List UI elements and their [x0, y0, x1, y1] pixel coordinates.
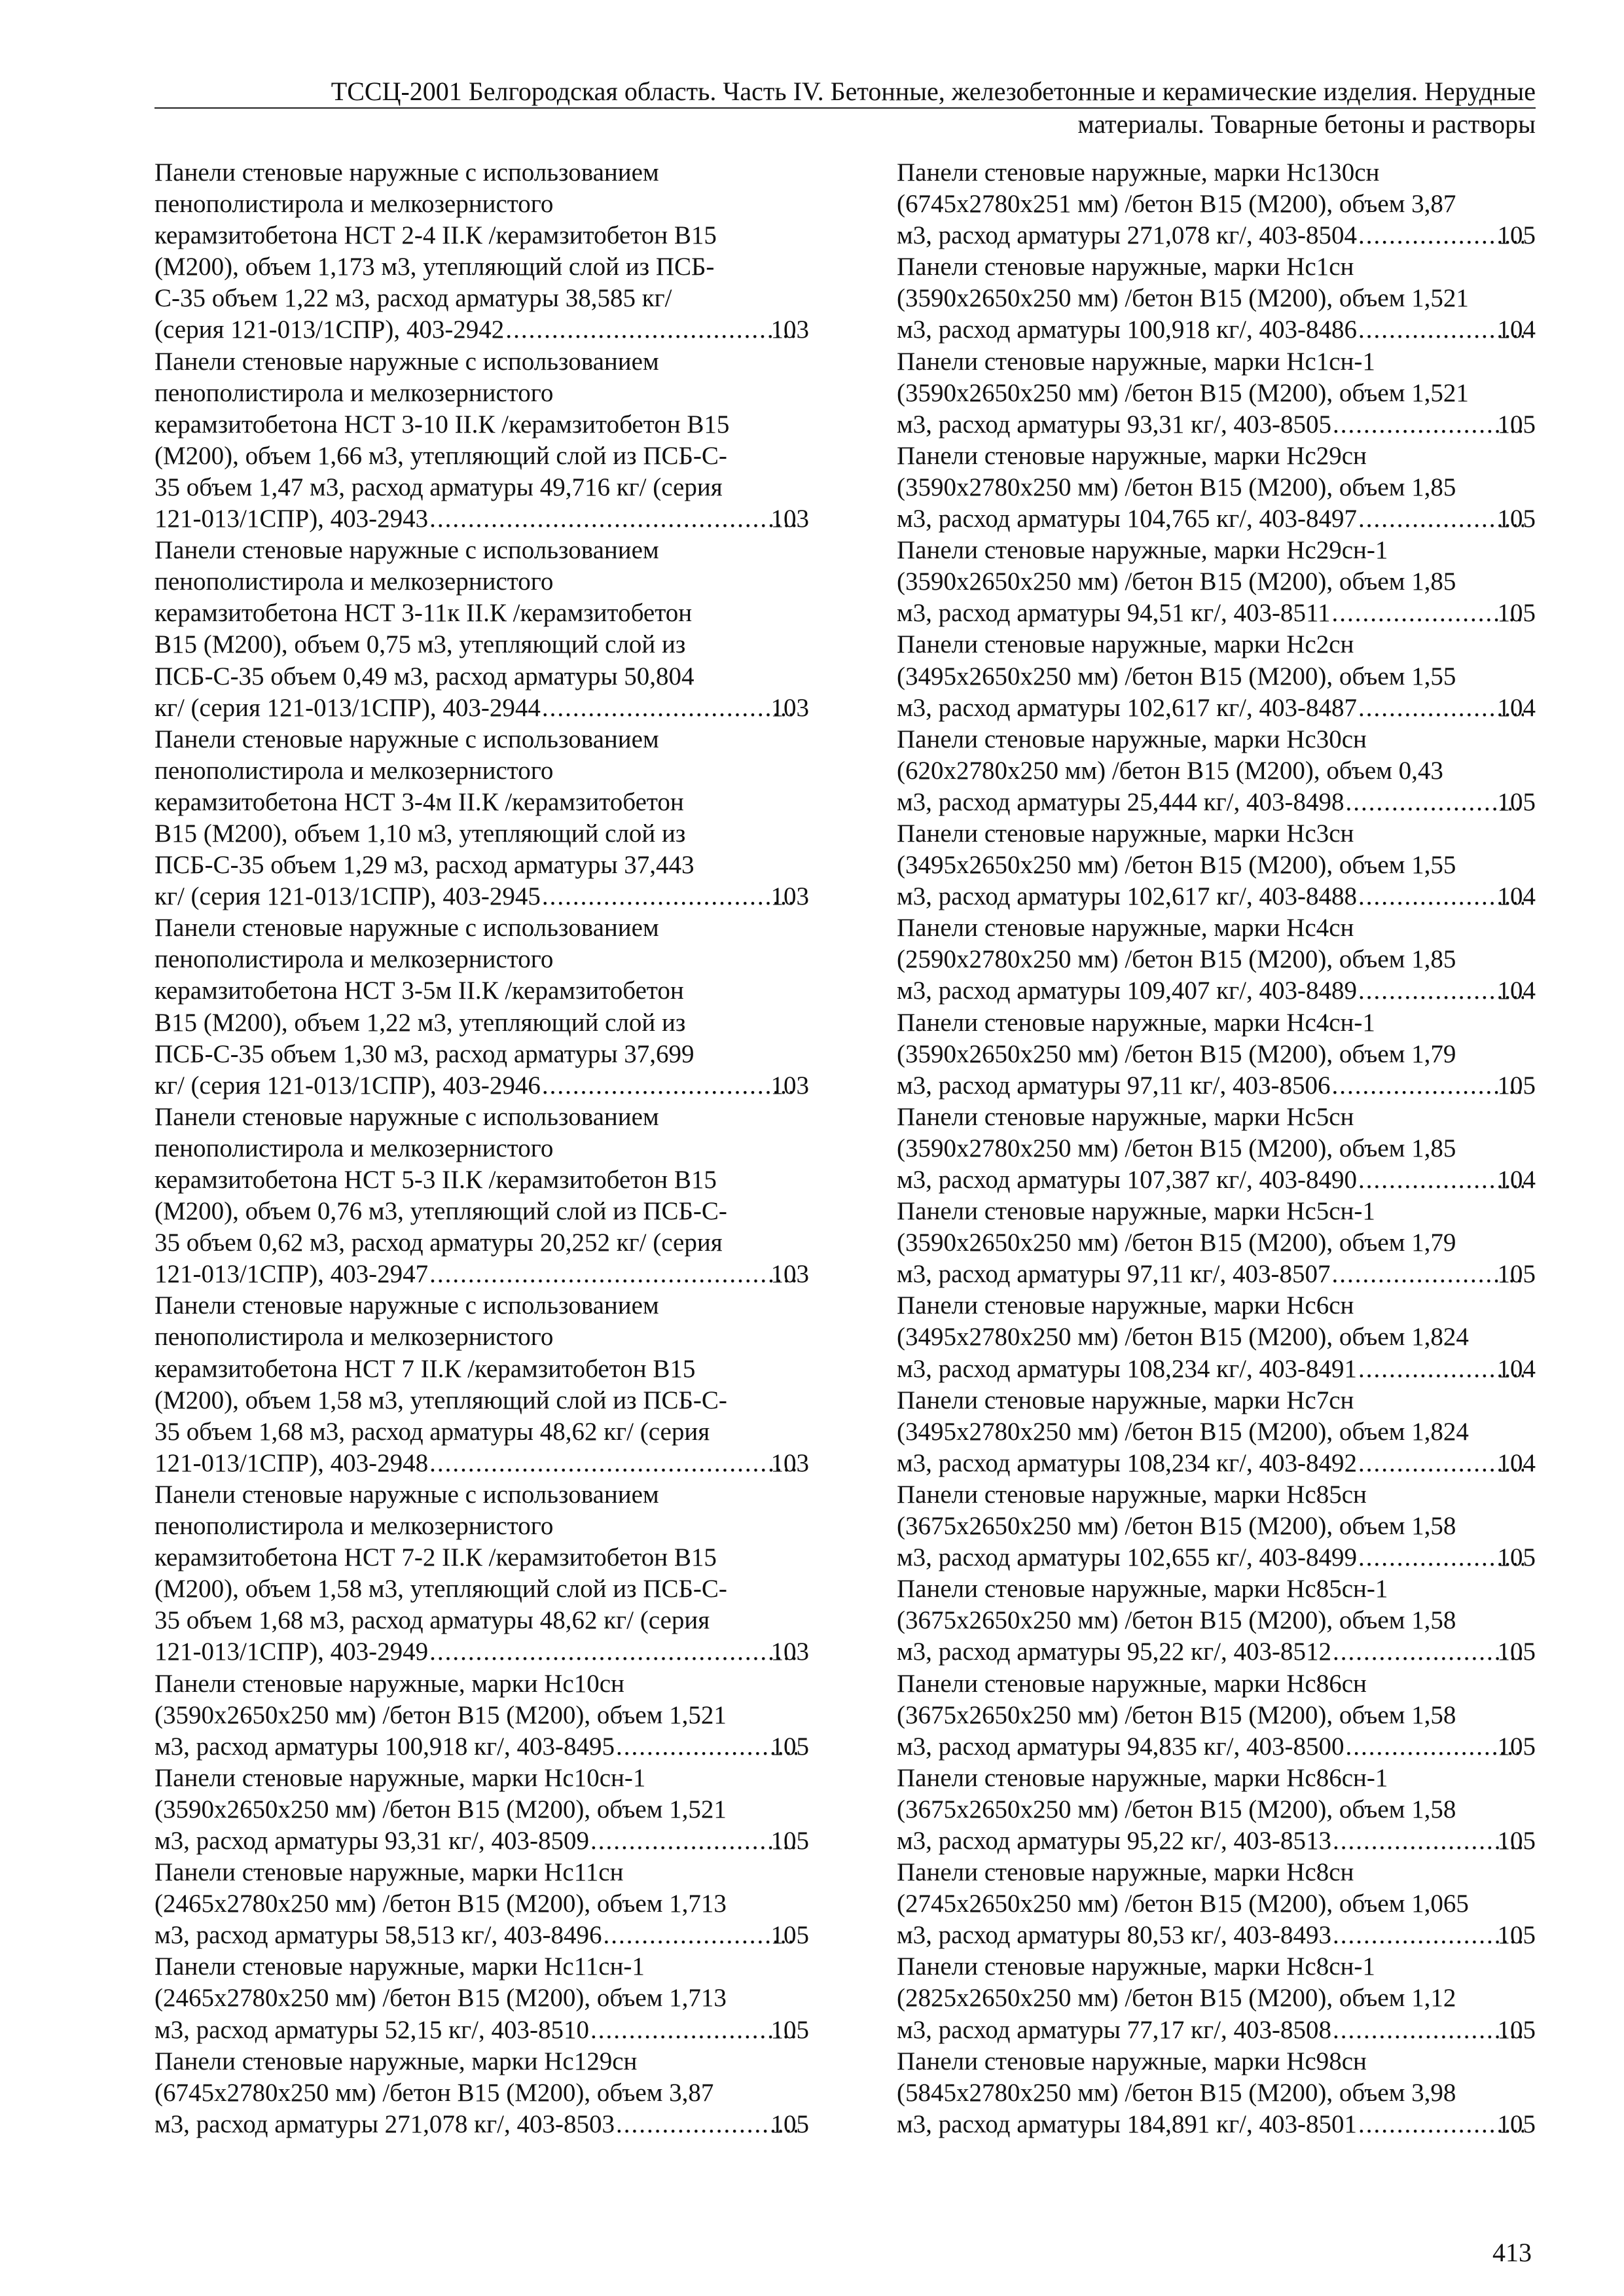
index-entry-line: пенополистирола и мелкозернистого — [154, 1323, 554, 1352]
index-entry-last-line — [897, 1920, 1536, 1951]
index-entry-text: м3, расход арматуры 93,31 кг/, 403-8505 — [897, 410, 1331, 439]
index-entry-last-line — [897, 787, 1536, 818]
index-entry-line: Панели стеновые наружные, марки Нс10сн-1 — [154, 1763, 646, 1792]
index-entry-text: м3, расход арматуры 25,444 кг/, 403-8498 — [897, 787, 1344, 816]
index-entry-text: м3, расход арматуры 108,234 кг/, 403-8492 — [897, 1448, 1357, 1477]
dot-leader — [1333, 1636, 1524, 1668]
index-entry-last-line — [897, 2109, 1536, 2140]
index-entry-page: 105 — [1497, 1071, 1536, 1100]
dot-leader — [603, 1920, 797, 1951]
index-entry-page: 104 — [1497, 315, 1536, 344]
index-entry-last-line — [897, 1448, 1536, 1479]
index-column-right — [897, 157, 1536, 2140]
index-entry-text: кг/ (серия 121-013/1СПР), 403-2946 — [154, 1071, 541, 1100]
index-entry-line: (3495х2780х250 мм) /бетон В15 (М200), объем 1,824 — [897, 1417, 1469, 1446]
index-entry-line: 35 объем 0,62 м3, расход арматуры 20,252 кг/ (серия — [154, 1229, 723, 1257]
index-entry — [897, 1290, 1536, 1384]
index-entry — [897, 1573, 1536, 1668]
index-entry-line: Панели стеновые наружные с использованием — [154, 536, 659, 565]
index-entry-page: 105 — [770, 1826, 809, 1855]
index-entry-line: пенополистирола и мелкозернистого — [154, 567, 554, 596]
index-entry-last-line — [897, 1164, 1536, 1196]
dot-leader — [542, 881, 797, 912]
index-entry-page: 105 — [1497, 1543, 1536, 1572]
index-entry-line: Панели стеновые наружные, марки Нс130сн — [897, 158, 1380, 187]
index-entry-line: (6745х2780х251 мм) /бетон В15 (М200), объем 3,87 — [897, 190, 1456, 219]
index-entry-line: (3590х2650х250 мм) /бетон В15 (М200), объем 1,521 — [897, 284, 1469, 313]
index-entry-page: 105 — [1497, 599, 1536, 628]
index-entry-line: (3675х2650х250 мм) /бетон В15 (М200), объем 1,58 — [897, 1795, 1456, 1823]
index-entry-line: Панели стеновые наружные, марки Нс30сн — [897, 725, 1367, 753]
index-entry-last-line — [154, 314, 809, 346]
dot-leader — [616, 1731, 797, 1763]
index-entry — [897, 440, 1536, 535]
index-entry-line: Панели стеновые наружные, марки Нс1сн — [897, 253, 1354, 281]
index-entry-line: Панели стеновые наружные с использованием — [154, 914, 659, 942]
index-entry-line: (3590х2650х250 мм) /бетон В15 (М200), объем 1,521 — [154, 1700, 727, 1729]
index-entry-line: керамзитобетона НСТ 7-2 II.К /керамзитобетон В15 — [154, 1543, 717, 1572]
index-entry-page: 104 — [1497, 693, 1536, 722]
index-entry-line: Панели стеновые наружные с использованием — [154, 158, 659, 187]
index-entry-text: м3, расход арматуры 80,53 кг/, 403-8493 — [897, 1921, 1331, 1950]
index-entry-line: 35 объем 1,68 м3, расход арматуры 48,62 кг/ (серия — [154, 1417, 710, 1446]
index-entry-line: (3590х2650х250 мм) /бетон В15 (М200), объем 1,85 — [897, 567, 1456, 596]
dot-leader — [1332, 1070, 1524, 1102]
index-entry — [154, 912, 809, 1102]
index-entry — [897, 1007, 1536, 1102]
index-entry-line: Панели стеновые наружные, марки Нс129сн — [154, 2047, 638, 2075]
index-entry-line: керамзитобетона НСТ 3-11к II.К /керамзитобетон — [154, 599, 693, 628]
index-entry-line: Панели стеновые наружные, марки Нс5сн — [897, 1102, 1354, 1131]
index-entry-text: м3, расход арматуры 95,22 кг/, 403-8513 — [897, 1826, 1331, 1855]
index-entry-line: (2825х2650х250 мм) /бетон В15 (М200), объем 1,12 — [897, 1984, 1456, 2013]
index-entry-text: м3, расход арматуры 94,51 кг/, 403-8511 — [897, 599, 1331, 628]
page-number: 413 — [1492, 2238, 1532, 2267]
index-entry-line: Панели стеновые наружные, марки Нс10сн — [154, 1669, 624, 1698]
index-entry-line: Панели стеновые наружные, марки Нс86сн-1 — [897, 1763, 1388, 1792]
index-entry-line: пенополистирола и мелкозернистого — [154, 1512, 554, 1541]
index-entry-page: 103 — [770, 1260, 809, 1289]
index-entry — [154, 346, 809, 535]
dot-leader — [1345, 787, 1523, 818]
index-entry-line: (3590х2650х250 мм) /бетон В15 (М200), объем 1,79 — [897, 1039, 1456, 1068]
index-entry-text: 121-013/1СПР), 403-2943 — [154, 505, 429, 533]
index-entry-last-line — [154, 1920, 809, 1951]
index-entry-page: 103 — [770, 693, 809, 722]
index-entry-page: 105 — [1497, 787, 1536, 816]
index-entry-text: 121-013/1СПР), 403-2948 — [154, 1448, 429, 1477]
index-entry — [154, 1951, 809, 2045]
index-entry — [897, 251, 1536, 346]
index-entry-last-line — [154, 503, 809, 535]
index-entry-line: (2590х2780х250 мм) /бетон В15 (М200), объем 1,85 — [897, 945, 1456, 974]
index-entry-text: м3, расход арматуры 94,835 кг/, 403-8500 — [897, 1732, 1344, 1761]
index-entry-text: 121-013/1СПР), 403-2947 — [154, 1260, 429, 1289]
index-entry-line: (М200), объем 0,76 м3, утепляющий слой из ПСБ-С- — [154, 1197, 727, 1226]
index-entry-line: керамзитобетона НСТ 3-10 II.К /керамзитобетон В15 — [154, 410, 730, 439]
index-entry — [897, 818, 1536, 912]
index-entry-last-line — [897, 1542, 1536, 1573]
index-entry-text: м3, расход арматуры 100,918 кг/, 403-8495 — [154, 1732, 615, 1761]
index-entry-text: м3, расход арматуры 77,17 кг/, 403-8508 — [897, 2015, 1331, 2044]
dot-leader — [429, 1259, 797, 1290]
dot-leader — [1333, 1920, 1524, 1951]
index-entry-text: м3, расход арматуры 97,11 кг/, 403-8506 — [897, 1071, 1331, 1100]
index-entry-line: пенополистирола и мелкозернистого — [154, 190, 554, 219]
index-entry-last-line — [154, 1070, 809, 1102]
index-entry-last-line — [154, 1731, 809, 1763]
index-entry-line: Панели стеновые наружные, марки Нс85сн-1 — [897, 1575, 1388, 1604]
index-entry-line: Панели стеновые наружные, марки Нс3сн — [897, 819, 1354, 848]
index-entry-text: м3, расход арматуры 58,513 кг/, 403-8496 — [154, 1921, 602, 1950]
index-entry-line: (2465х2780х250 мм) /бетон В15 (М200), объем 1,713 — [154, 1890, 727, 1918]
index-entry-text: (серия 121-013/1СПР), 403-2942 — [154, 315, 505, 344]
index-entry-page: 105 — [1497, 1921, 1536, 1950]
dot-leader — [1333, 409, 1524, 440]
index-entry — [154, 157, 809, 346]
index-entry-page: 105 — [770, 1921, 809, 1950]
index-entry-page: 105 — [1497, 2015, 1536, 2044]
index-entry-last-line — [154, 1825, 809, 1857]
index-entry — [897, 1479, 1536, 1573]
index-entry-last-line — [154, 1259, 809, 1290]
index-entry-line: пенополистирола и мелкозернистого — [154, 378, 554, 407]
dot-leader — [616, 2109, 797, 2140]
index-entry-line: Панели стеновые наружные с использованием — [154, 1102, 659, 1131]
index-entry-text: м3, расход арматуры 104,765 кг/, 403-8497 — [897, 505, 1357, 533]
index-entry-line: (3590х2650х250 мм) /бетон В15 (М200), объем 1,521 — [897, 378, 1469, 407]
dot-leader — [429, 1636, 797, 1668]
index-entry-line: керамзитобетона НСТ 3-4м II.К /керамзитобетон — [154, 787, 684, 816]
index-entry-last-line — [897, 503, 1536, 535]
index-entry-text: м3, расход арматуры 100,918 кг/, 403-8486 — [897, 315, 1357, 344]
index-entry-line: (3675х2650х250 мм) /бетон В15 (М200), объем 1,58 — [897, 1700, 1456, 1729]
index-entry-line: (5845х2780х250 мм) /бетон В15 (М200), объем 3,98 — [897, 2078, 1456, 2107]
index-entry-line: Панели стеновые наружные с использованием — [154, 1480, 659, 1509]
running-header-line-2: материалы. Товарные бетоны и растворы — [1077, 109, 1536, 139]
index-entry-page: 105 — [770, 2015, 809, 2044]
index-entry-line: Панели стеновые наружные с использованием — [154, 1291, 659, 1320]
dot-leader — [1333, 1825, 1524, 1857]
index-entry-line: (3495х2780х250 мм) /бетон В15 (М200), объем 1,824 — [897, 1323, 1469, 1352]
index-entry — [897, 1763, 1536, 1857]
index-entry-last-line — [154, 2109, 809, 2140]
dot-leader — [1333, 2015, 1524, 2046]
index-entry-last-line — [154, 692, 809, 724]
index-entry-last-line — [897, 1731, 1536, 1763]
index-entry-line: Панели стеновые наружные, марки Нс8сн — [897, 1858, 1354, 1887]
index-entry-line: Панели стеновые наружные, марки Нс85сн — [897, 1480, 1367, 1509]
index-entry-line: пенополистирола и мелкозернистого — [154, 1134, 554, 1162]
index-entry-line: (3495х2650х250 мм) /бетон В15 (М200), объем 1,55 — [897, 662, 1456, 691]
index-entry-page: 105 — [1497, 505, 1536, 533]
index-entry-page: 105 — [1497, 1826, 1536, 1855]
index-entry-line: пенополистирола и мелкозернистого — [154, 756, 554, 785]
index-entry-last-line — [897, 1259, 1536, 1290]
index-entry-line: (3675х2650х250 мм) /бетон В15 (М200), объем 1,58 — [897, 1606, 1456, 1635]
index-entry-line: ПСБ-С-35 объем 1,29 м3, расход арматуры 37,443 — [154, 851, 695, 880]
index-entry-line: (2745х2650х250 мм) /бетон В15 (М200), объем 1,065 — [897, 1890, 1469, 1918]
index-entry-page: 105 — [1497, 2109, 1536, 2138]
index-entry-page: 105 — [1497, 1638, 1536, 1666]
index-entry-line: (М200), объем 1,58 м3, утепляющий слой из ПСБ-С- — [154, 1575, 727, 1604]
index-entry-page: 105 — [1497, 221, 1536, 250]
index-entry-line: Панели стеновые наружные, марки Нс7сн — [897, 1386, 1354, 1414]
index-entry-page: 103 — [770, 1071, 809, 1100]
index-entry-last-line — [897, 975, 1536, 1007]
index-entry-line: В15 (М200), объем 0,75 м3, утепляющий слой из — [154, 630, 686, 659]
dot-leader — [505, 314, 797, 346]
index-entry — [897, 724, 1536, 818]
index-entry-page: 105 — [1497, 1732, 1536, 1761]
index-entry — [154, 2046, 809, 2140]
dot-leader — [1332, 598, 1524, 629]
dot-leader — [1332, 1259, 1524, 1290]
index-entry-line: Панели стеновые наружные, марки Нс29сн — [897, 441, 1367, 470]
index-entry-last-line — [897, 2015, 1536, 2046]
index-entry-page: 105 — [1497, 410, 1536, 439]
index-entry-page: 103 — [770, 1448, 809, 1477]
index-entry-line: (3590х2780х250 мм) /бетон В15 (М200), объем 1,85 — [897, 1134, 1456, 1162]
index-entry-line: (3495х2650х250 мм) /бетон В15 (М200), объем 1,55 — [897, 851, 1456, 880]
index-entry-line: Панели стеновые наружные, марки Нс5сн-1 — [897, 1197, 1375, 1226]
index-entry-page: 105 — [1497, 1260, 1536, 1289]
index-entry-line: Панели стеновые наружные, марки Нс11сн-1 — [154, 1952, 645, 1981]
index-entry-line: Панели стеновые наружные, марки Нс4сн-1 — [897, 1008, 1375, 1037]
index-entry-page: 104 — [1497, 882, 1536, 911]
dot-leader — [1345, 1731, 1523, 1763]
running-header-line-1: ТССЦ-2001 Белгородская область. Часть IV. Бетонные, железобетонные и керамические изделия. Нерудные — [331, 77, 1536, 106]
index-entry — [154, 1857, 809, 1951]
index-entry-last-line — [897, 692, 1536, 724]
index-entry-text: м3, расход арматуры 271,078 кг/, 403-8503 — [154, 2109, 615, 2138]
index-entry-line: Панели стеновые наружные с использованием — [154, 725, 659, 753]
index-entry-text: м3, расход арматуры 95,22 кг/, 403-8512 — [897, 1638, 1331, 1666]
index-entry — [897, 157, 1536, 251]
index-entry-text: м3, расход арматуры 107,387 кг/, 403-8490 — [897, 1166, 1357, 1194]
index-entry — [154, 535, 809, 724]
index-entry-line: пенополистирола и мелкозернистого — [154, 945, 554, 974]
index-entry-line: Панели стеновые наружные, марки Нс29сн-1 — [897, 536, 1388, 565]
index-entry-page: 105 — [770, 2109, 809, 2138]
index-entry-last-line — [897, 220, 1536, 251]
index-entry-line: керамзитобетона НСТ 3-5м II.К /керамзитобетон — [154, 977, 684, 1005]
index-entry-page: 104 — [1497, 977, 1536, 1005]
index-entry-line: Панели стеновые наружные, марки Нс98сн — [897, 2047, 1367, 2075]
index-entry-last-line — [154, 1636, 809, 1668]
index-entry-line: Панели стеновые наружные, марки Нс4сн — [897, 914, 1354, 942]
index-entry-page: 104 — [1497, 1448, 1536, 1477]
dot-leader — [590, 1825, 797, 1857]
dot-leader — [542, 692, 797, 724]
index-entry-line: керамзитобетона НСТ 2-4 II.К /керамзитобетон В15 — [154, 221, 717, 250]
index-entry-page: 103 — [770, 315, 809, 344]
index-entry-line: Панели стеновые наружные, марки Нс86сн — [897, 1669, 1367, 1698]
index-entry-line: Панели стеновые наружные, марки Нс11сн — [154, 1858, 624, 1887]
index-entry-text: м3, расход арматуры 109,407 кг/, 403-8489 — [897, 977, 1357, 1005]
index-entry-line: (3590х2650х250 мм) /бетон В15 (М200), объем 1,79 — [897, 1229, 1456, 1257]
index-entry — [897, 629, 1536, 723]
index-entry-last-line — [897, 1825, 1536, 1857]
index-column-left — [154, 157, 809, 2140]
index-entry-last-line — [897, 314, 1536, 346]
header-rule — [154, 107, 1536, 109]
index-entry — [897, 1857, 1536, 1951]
index-entry-text: м3, расход арматуры 108,234 кг/, 403-8491 — [897, 1354, 1357, 1383]
index-entry — [154, 1668, 809, 1763]
index-entry — [897, 2046, 1536, 2140]
index-entry-text: м3, расход арматуры 93,31 кг/, 403-8509 — [154, 1826, 589, 1855]
index-entry-line: ПСБ-С-35 объем 0,49 м3, расход арматуры 50,804 — [154, 662, 695, 691]
index-entry — [897, 1668, 1536, 1763]
index-entry-line: 35 объем 1,68 м3, расход арматуры 48,62 кг/ (серия — [154, 1606, 710, 1635]
index-entry-line: Панели стеновые наружные, марки Нс8сн-1 — [897, 1952, 1375, 1981]
index-entry-last-line — [897, 881, 1536, 912]
index-entry-line: (3590х2780х250 мм) /бетон В15 (М200), объем 1,85 — [897, 473, 1456, 501]
index-entry-line: (М200), объем 1,66 м3, утепляющий слой из ПСБ-С- — [154, 441, 727, 470]
index-entry — [897, 1951, 1536, 2045]
index-entry-line: ПСБ-С-35 объем 1,30 м3, расход арматуры 37,699 — [154, 1039, 695, 1068]
index-entry-page: 105 — [770, 1732, 809, 1761]
index-entry-last-line — [154, 2015, 809, 2046]
index-entry-line: В15 (М200), объем 1,22 м3, утепляющий слой из — [154, 1008, 686, 1037]
index-entry-page: 103 — [770, 1638, 809, 1666]
index-entry-line: Панели стеновые наружные с использованием — [154, 347, 659, 376]
index-entry-page: 103 — [770, 505, 809, 533]
index-entry-line: керамзитобетона НСТ 7 II.К /керамзитобетон В15 — [154, 1354, 696, 1383]
dot-leader — [429, 503, 797, 535]
running-header — [154, 77, 1536, 139]
index-entry-text: м3, расход арматуры 97,11 кг/, 403-8507 — [897, 1260, 1331, 1289]
index-entry — [897, 346, 1536, 440]
index-entry-text: м3, расход арматуры 102,617 кг/, 403-8488 — [897, 882, 1357, 911]
index-entry-last-line — [154, 1448, 809, 1479]
index-entry-text: м3, расход арматуры 184,891 кг/, 403-8501 — [897, 2109, 1357, 2138]
index-entry-text: 121-013/1СПР), 403-2949 — [154, 1638, 429, 1666]
index-entry-text: кг/ (серия 121-013/1СПР), 403-2945 — [154, 882, 541, 911]
index-entry-line: (6745х2780х250 мм) /бетон В15 (М200), объем 3,87 — [154, 2078, 714, 2107]
index-entry-last-line — [897, 1070, 1536, 1102]
index-entry-last-line — [897, 1636, 1536, 1668]
index-entry-text: кг/ (серия 121-013/1СПР), 403-2944 — [154, 693, 541, 722]
index-entry-text: м3, расход арматуры 271,078 кг/, 403-8504 — [897, 221, 1357, 250]
index-entry — [897, 1385, 1536, 1479]
index-entry-text: м3, расход арматуры 52,15 кг/, 403-8510 — [154, 2015, 589, 2044]
index-entry — [154, 1479, 809, 1668]
index-entry-line: В15 (М200), объем 1,10 м3, утепляющий слой из — [154, 819, 686, 848]
index-entry-line: Панели стеновые наружные, марки Нс2сн — [897, 630, 1354, 659]
index-entry-line: (3675х2650х250 мм) /бетон В15 (М200), объем 1,58 — [897, 1512, 1456, 1541]
index-entry — [897, 535, 1536, 629]
index-entry-line: (М200), объем 1,58 м3, утепляющий слой из ПСБ-С- — [154, 1386, 727, 1414]
index-entry-last-line — [897, 409, 1536, 440]
index-entry-text: м3, расход арматуры 102,655 кг/, 403-8499 — [897, 1543, 1357, 1572]
index-entry-page: 104 — [1497, 1354, 1536, 1383]
index-entry-line: Панели стеновые наружные, марки Нс6сн — [897, 1291, 1354, 1320]
index-entry — [154, 1763, 809, 1857]
index-entry-last-line — [154, 881, 809, 912]
index-entry-line: (М200), объем 1,173 м3, утепляющий слой из ПСБ- — [154, 253, 715, 281]
index-entry — [154, 1102, 809, 1291]
index-entry-line: Панели стеновые наружные, марки Нс1сн-1 — [897, 347, 1375, 376]
dot-leader — [542, 1070, 797, 1102]
index-entry — [154, 1290, 809, 1479]
index-entry-text: м3, расход арматуры 102,617 кг/, 403-8487 — [897, 693, 1357, 722]
index-entry-line: (2465х2780х250 мм) /бетон В15 (М200), объем 1,713 — [154, 1984, 727, 2013]
index-entry-page: 104 — [1497, 1166, 1536, 1194]
index-entry-line: С-35 объем 1,22 м3, расход арматуры 38,585 кг/ — [154, 284, 672, 313]
index-entry-page: 103 — [770, 882, 809, 911]
index-entry — [897, 912, 1536, 1007]
dot-leader — [590, 2015, 797, 2046]
index-entry-line: 35 объем 1,47 м3, расход арматуры 49,716 кг/ (серия — [154, 473, 723, 501]
dot-leader — [429, 1448, 797, 1479]
index-entry-last-line — [897, 598, 1536, 629]
index-entry — [897, 1102, 1536, 1196]
index-entry — [154, 724, 809, 913]
index-entry-last-line — [897, 1354, 1536, 1385]
index-entry — [897, 1196, 1536, 1290]
index-entry-line: (3590х2650х250 мм) /бетон В15 (М200), объем 1,521 — [154, 1795, 727, 1823]
index-entry-line: керамзитобетона НСТ 5-3 II.К /керамзитобетон В15 — [154, 1166, 717, 1194]
index-entry-line: (620х2780х250 мм) /бетон В15 (М200), объем 0,43 — [897, 756, 1443, 785]
